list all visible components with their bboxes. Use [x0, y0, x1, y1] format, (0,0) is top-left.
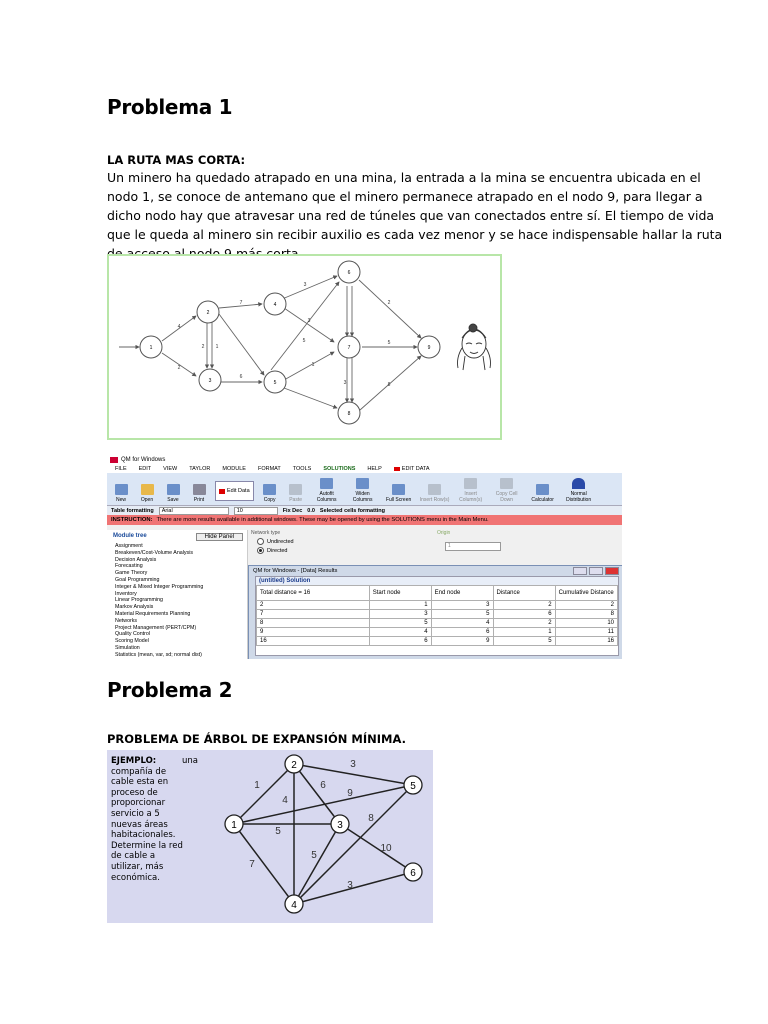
edge-label: 8 [368, 813, 374, 824]
edge-label: 5 [302, 338, 306, 344]
example-line: habitacionales. [111, 830, 176, 841]
module-item[interactable]: Integer & Mixed Integer Programming [115, 583, 204, 590]
edge-label: 2 [387, 300, 391, 306]
edge-label: 5 [387, 340, 391, 346]
table-cell[interactable]: 6 [369, 637, 431, 646]
format-bar [107, 506, 622, 515]
table-cell[interactable]: 5 [493, 637, 555, 646]
module-item[interactable]: Networks [115, 617, 138, 624]
table-header-cell: Distance [493, 586, 555, 601]
edge-label: 9 [347, 788, 353, 799]
edge-label: 1 [215, 344, 219, 350]
autofit-columns-button[interactable] [312, 478, 342, 503]
table-cell[interactable]: 5 [431, 610, 493, 619]
directed-label: Directed [267, 547, 288, 554]
edge-label: 8 [387, 382, 391, 388]
app-titlebar [107, 455, 622, 465]
normal-distribution-label: Normal Distribution [566, 491, 592, 503]
problem1-subtitle: LA RUTA MAS CORTA: [107, 153, 246, 167]
problem2-heading: Problema 2 [107, 678, 233, 702]
module-item[interactable]: Decision Analysis [115, 556, 157, 563]
edge-label: 7 [239, 300, 243, 306]
edge-label: 2 [201, 344, 205, 350]
shortest-path-network-figure [107, 254, 502, 440]
table-cell[interactable]: 3 [369, 610, 431, 619]
radio-circle-selected [257, 547, 264, 554]
app-title: QM for Windows [121, 457, 166, 463]
table-cell[interactable]: 9 [257, 628, 370, 637]
node-label: 1 [231, 820, 237, 831]
table-header-cell: Total distance = 16 [257, 586, 370, 601]
paragraph-line: nodo 1, se conoce de antemano que el minero permanece atrapado en el nodo 9, para llegar a [107, 189, 703, 204]
insert-rows-label: Insert Row(s) [419, 497, 450, 503]
table-cell[interactable]: 4 [431, 619, 493, 628]
edge-label: 4 [282, 795, 288, 806]
copy-cell-down-button[interactable] [492, 478, 522, 503]
hide-panel-button[interactable]: Hide Panel [196, 533, 243, 541]
origin-group [437, 530, 617, 564]
table-formatting-label: Table formatting [111, 507, 154, 514]
module-item[interactable]: Forecasting [115, 563, 143, 570]
autofit-icon [320, 478, 333, 489]
menu-edit-data-label: EDIT DATA [401, 466, 430, 472]
table-cell[interactable]: 2 [555, 601, 617, 610]
paragraph-line: Un minero ha quedado atrapado en una mina, la entrada a la mina se encuentra ubicada en el [107, 170, 701, 185]
miner-illustration [458, 324, 491, 370]
problem2-subtitle: PROBLEMA DE ÁRBOL DE EXPANSIÓN MÍNIMA. [107, 732, 406, 746]
table-cell[interactable]: 16 [257, 637, 370, 646]
node-label: 6 [347, 270, 351, 276]
module-item[interactable]: Simulation [115, 644, 140, 651]
app-logo-icon [110, 457, 118, 463]
table-cell[interactable]: 5 [369, 619, 431, 628]
results-window-title: QM for Windows - [Data] Results [253, 568, 338, 574]
widen-columns-button[interactable] [348, 478, 378, 503]
solution-panel [255, 576, 619, 656]
table-cell[interactable]: 2 [257, 601, 370, 610]
qm-for-windows-screenshot [107, 455, 622, 659]
table-header-cell: End node [431, 586, 493, 601]
edge-label: 5 [275, 826, 281, 837]
copy-button-label: Copy [263, 497, 276, 503]
fix-dec-value[interactable]: 0.0 [307, 507, 315, 514]
results-window [248, 565, 622, 659]
node-label: 6 [410, 868, 416, 879]
node-label: 3 [337, 820, 343, 831]
full-screen-label: Full Screen [385, 497, 412, 503]
example-line: nuevas áreas [111, 819, 168, 830]
menu-bar [107, 465, 622, 473]
module-item[interactable]: Linear Programming [115, 597, 163, 604]
table-cell[interactable]: 6 [493, 610, 555, 619]
edit-data-button-icon [219, 489, 225, 494]
widen-label: Widen Columns [352, 491, 373, 503]
radio-circle [257, 538, 264, 545]
calculator-button[interactable] [528, 484, 558, 503]
menu-module[interactable]: MODULE [222, 466, 246, 472]
table-cell[interactable]: 1 [369, 601, 431, 610]
edge-label: 1 [311, 362, 315, 368]
table-cell[interactable]: 16 [555, 637, 617, 646]
node-label: 3 [208, 378, 212, 384]
edge-label: 2 [177, 365, 181, 371]
full-screen-button[interactable] [384, 484, 414, 503]
instruction-bar [107, 515, 622, 525]
table-header-cell: Start node [369, 586, 431, 601]
example-line: servicio a 5 [111, 808, 160, 819]
instruction-label: INSTRUCTION: [111, 517, 153, 523]
network-type-group [251, 530, 431, 564]
node-label: 2 [291, 760, 297, 771]
normal-distribution-button[interactable] [564, 478, 594, 503]
example-line: utilizar, más [111, 861, 164, 872]
calculator-label: Calculator [531, 497, 554, 503]
example-line: Determine la red [111, 840, 183, 851]
open-button-label: Open [140, 497, 154, 503]
paste-button-label: Paste [289, 497, 303, 503]
insert-columns-button[interactable] [456, 478, 486, 503]
paragraph-line: que le queda al minero sin recibir auxilio es cada vez menor y se hace indispensable hallar la ruta [107, 227, 723, 242]
insert-rows-button[interactable] [420, 484, 450, 503]
module-item[interactable]: Project Management (PERT/CPM) [115, 624, 197, 631]
copy-down-icon [500, 478, 513, 489]
node-label: 7 [347, 345, 351, 351]
workspace [107, 530, 622, 659]
table-row [257, 610, 618, 619]
module-tree-panel [107, 530, 248, 659]
table-row [257, 628, 618, 637]
table-cell[interactable]: 8 [555, 610, 617, 619]
example-line: proceso de [111, 787, 158, 798]
edit-data-button-label: Edit Data [227, 488, 250, 494]
example-label: EJEMPLO: [111, 756, 157, 766]
bell-curve-icon [572, 478, 585, 489]
module-item[interactable]: Breakeven/Cost-Volume Analysis [115, 549, 194, 556]
instruction-text: There are more results available in additional windows. These may be opened by using the SOLUTIONS menu in the Main Menu. [156, 517, 489, 523]
menu-help[interactable]: HELP [367, 466, 382, 472]
network-type-label: Network type [251, 530, 281, 536]
table-cell[interactable]: 9 [431, 637, 493, 646]
spanning-tree-figure [107, 750, 433, 923]
edge-label: 1 [254, 780, 260, 791]
module-item[interactable]: Material Requirements Planning [115, 610, 191, 617]
node-label: 4 [291, 900, 297, 911]
solution-table [256, 585, 618, 646]
node-label: 1 [149, 345, 153, 351]
table-header-row [257, 586, 618, 601]
table-cell[interactable]: 4 [369, 628, 431, 637]
widen-icon [356, 478, 369, 489]
table-cell[interactable]: 10 [555, 619, 617, 628]
save-button-label: Save [167, 497, 179, 503]
menu-solutions[interactable]: SOLUTIONS [323, 466, 356, 472]
example-line: de cable a [111, 851, 156, 862]
edge-label: 3 [350, 759, 356, 770]
font-size-select[interactable]: 10 [234, 507, 278, 515]
print-button[interactable] [189, 484, 209, 503]
network-diagram [109, 256, 500, 438]
close-button[interactable] [605, 567, 619, 575]
edge-label: 10 [380, 843, 392, 854]
table-cell[interactable]: 8 [257, 619, 370, 628]
node-label: 9 [427, 345, 431, 351]
insert-columns-icon [464, 478, 477, 489]
insert-rows-icon [428, 484, 441, 495]
example-line: cable esta en [111, 777, 169, 788]
fix-dec-label: Fix Dec [282, 507, 303, 514]
insert-columns-label: Insert Column(s) [459, 491, 483, 503]
node-label: 5 [410, 781, 416, 792]
folder-icon [141, 484, 154, 495]
undirected-label: Undirected [267, 538, 294, 545]
menu-view[interactable]: VIEW [163, 466, 178, 472]
table-cell[interactable]: 6 [431, 628, 493, 637]
edge-label: 3 [347, 880, 353, 891]
print-button-label: Print [193, 497, 205, 503]
example-line: compañía de [111, 766, 167, 777]
edge-label: 5 [311, 850, 317, 861]
copy-icon [263, 484, 276, 495]
table-cell[interactable]: 11 [555, 628, 617, 637]
edge-label: 6 [320, 780, 326, 791]
edge-label: 3 [303, 282, 307, 288]
origin-select[interactable]: 1 [445, 542, 501, 551]
printer-icon [193, 484, 206, 495]
edge-label: 4 [177, 324, 181, 330]
edit-data-button[interactable] [215, 481, 254, 501]
calculator-icon [536, 484, 549, 495]
edge-label: 7 [249, 859, 255, 870]
module-item[interactable]: Scoring Model [115, 638, 149, 645]
selected-cells-label: Selected cells formatting [319, 507, 386, 514]
new-file-icon [115, 484, 128, 495]
menu-taylor[interactable]: TAYLOR [189, 466, 211, 472]
table-cell[interactable]: 1 [493, 628, 555, 637]
font-select[interactable]: Arial [159, 507, 229, 515]
menu-file[interactable]: FILE [115, 466, 127, 472]
module-item[interactable]: Assignment [115, 543, 143, 549]
paste-button[interactable] [286, 484, 306, 503]
module-item[interactable]: Goal Programming [115, 576, 160, 583]
edge-label: 6 [239, 374, 243, 380]
node-label: 8 [347, 411, 351, 417]
problem1-paragraph [107, 168, 723, 263]
spanning-tree-diagram [107, 750, 433, 923]
solution-title: (untitled) Solution [256, 577, 618, 585]
save-icon [167, 484, 180, 495]
module-item[interactable]: Inventory [115, 590, 137, 597]
fullscreen-icon [392, 484, 405, 495]
edge-label: 3 [307, 318, 311, 324]
node-label: 5 [273, 380, 277, 386]
example-line: proporcionar [111, 798, 166, 809]
table-row [257, 637, 618, 646]
save-button[interactable] [163, 484, 183, 503]
copy-cell-down-label: Copy Cell Down [495, 491, 518, 503]
module-tree-title: Module tree [113, 533, 147, 539]
module-item[interactable]: Statistics (mean, var, sd; normal dist) [115, 651, 202, 658]
table-header-cell: Cumulative Distance [555, 586, 617, 601]
copy-button[interactable] [260, 484, 280, 503]
node-label: 2 [206, 310, 210, 316]
open-button[interactable] [137, 484, 157, 503]
module-item[interactable]: Quality Control [115, 631, 151, 638]
table-cell[interactable]: 3 [431, 601, 493, 610]
menu-edit[interactable]: EDIT [138, 466, 152, 472]
node-label: 4 [273, 302, 277, 308]
table-row [257, 619, 618, 628]
minimize-button[interactable] [573, 567, 587, 575]
module-item[interactable]: Game Theory [115, 570, 148, 577]
table-cell[interactable]: 2 [493, 619, 555, 628]
paragraph-line: dicho nodo hay que atravesar una red de túneles que van conectados entre sí. El tiempo de vida [107, 208, 715, 223]
example-line: económica. [111, 872, 160, 883]
paste-icon [289, 484, 302, 495]
edit-data-icon [394, 467, 400, 471]
example-line: una [182, 756, 198, 766]
table-cell[interactable]: 2 [493, 601, 555, 610]
menu-format[interactable]: FORMAT [257, 466, 281, 472]
ribbon-toolbar [107, 473, 622, 506]
new-button-label: New [115, 497, 126, 503]
new-button[interactable] [111, 484, 131, 503]
maximize-button[interactable] [589, 567, 603, 575]
menu-tools[interactable]: TOOLS [292, 466, 312, 472]
menu-edit-data[interactable] [394, 466, 430, 472]
module-item[interactable]: Markov Analysis [115, 604, 154, 611]
edge-label: 3 [343, 380, 347, 386]
undirected-radio[interactable] [257, 538, 431, 545]
origin-label: Origin [437, 530, 451, 536]
table-row [257, 601, 618, 610]
problem1-heading: Problema 1 [107, 95, 233, 119]
autofit-label: Autofit Columns [316, 491, 337, 503]
directed-radio[interactable] [257, 547, 431, 554]
table-cell[interactable]: 7 [257, 610, 370, 619]
